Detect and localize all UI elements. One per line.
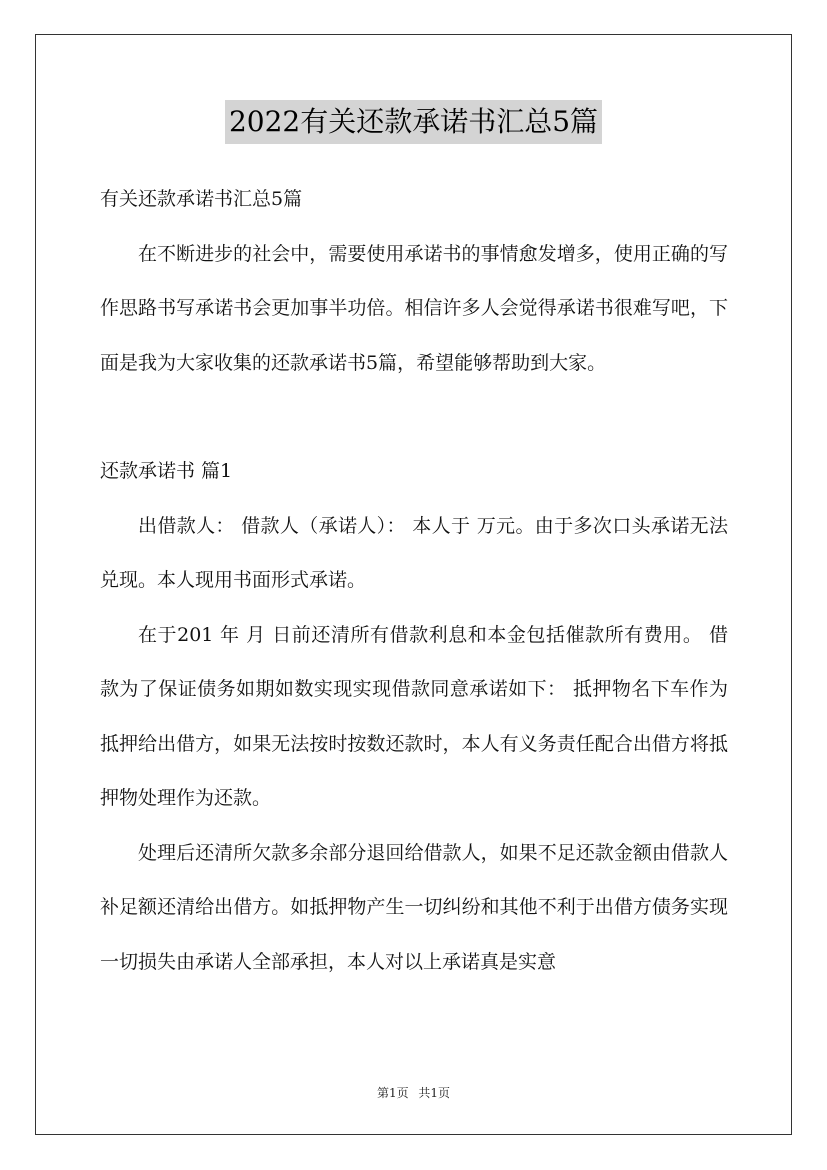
section-paragraph: 在于201 年 月 日前还清所有借款利息和本金包括催款所有费用。 借款为了保证债务如期如数实现实现借款同意承诺如下： 抵押物名下车作为抵押给出借方，如果无法按时按数还款时，本人有义务责任配合出借方将抵押物处理作为还款。 <box>100 623 728 809</box>
title-container <box>0 100 827 144</box>
section-heading: 还款承诺书 篇1 <box>100 460 233 482</box>
document-subtitle: 有关还款承诺书汇总5篇 <box>100 188 303 210</box>
section-paragraph: 出借款人： 借款人（承诺人）： 本人于 万元。由于多次口头承诺无法兑现。本人现用书面形式承诺。 <box>100 514 728 591</box>
page-number: 第1页 <box>376 1086 409 1100</box>
intro-paragraph: 在不断进步的社会中，需要使用承诺书的事情愈发增多，使用正确的写作思路书写承诺书会更加事半功倍。相信许多人会觉得承诺书很难写吧，下面是我为大家收集的还款承诺书5篇，希望能够帮助到大家。 <box>100 242 728 374</box>
page-total: 共1页 <box>418 1086 451 1100</box>
page-footer <box>0 1084 827 1101</box>
document-title: 2022有关还款承诺书汇总5篇 <box>225 100 602 144</box>
section-paragraph: 处理后还清所欠款多余部分退回给借款人，如果不足还款金额由借款人补足额还清给出借方。如抵押物产生一切纠纷和其他不利于出借方债务实现一切损失由承诺人全部承担，本人对以上承诺真是实意 <box>100 841 728 973</box>
document-body <box>100 172 728 989</box>
